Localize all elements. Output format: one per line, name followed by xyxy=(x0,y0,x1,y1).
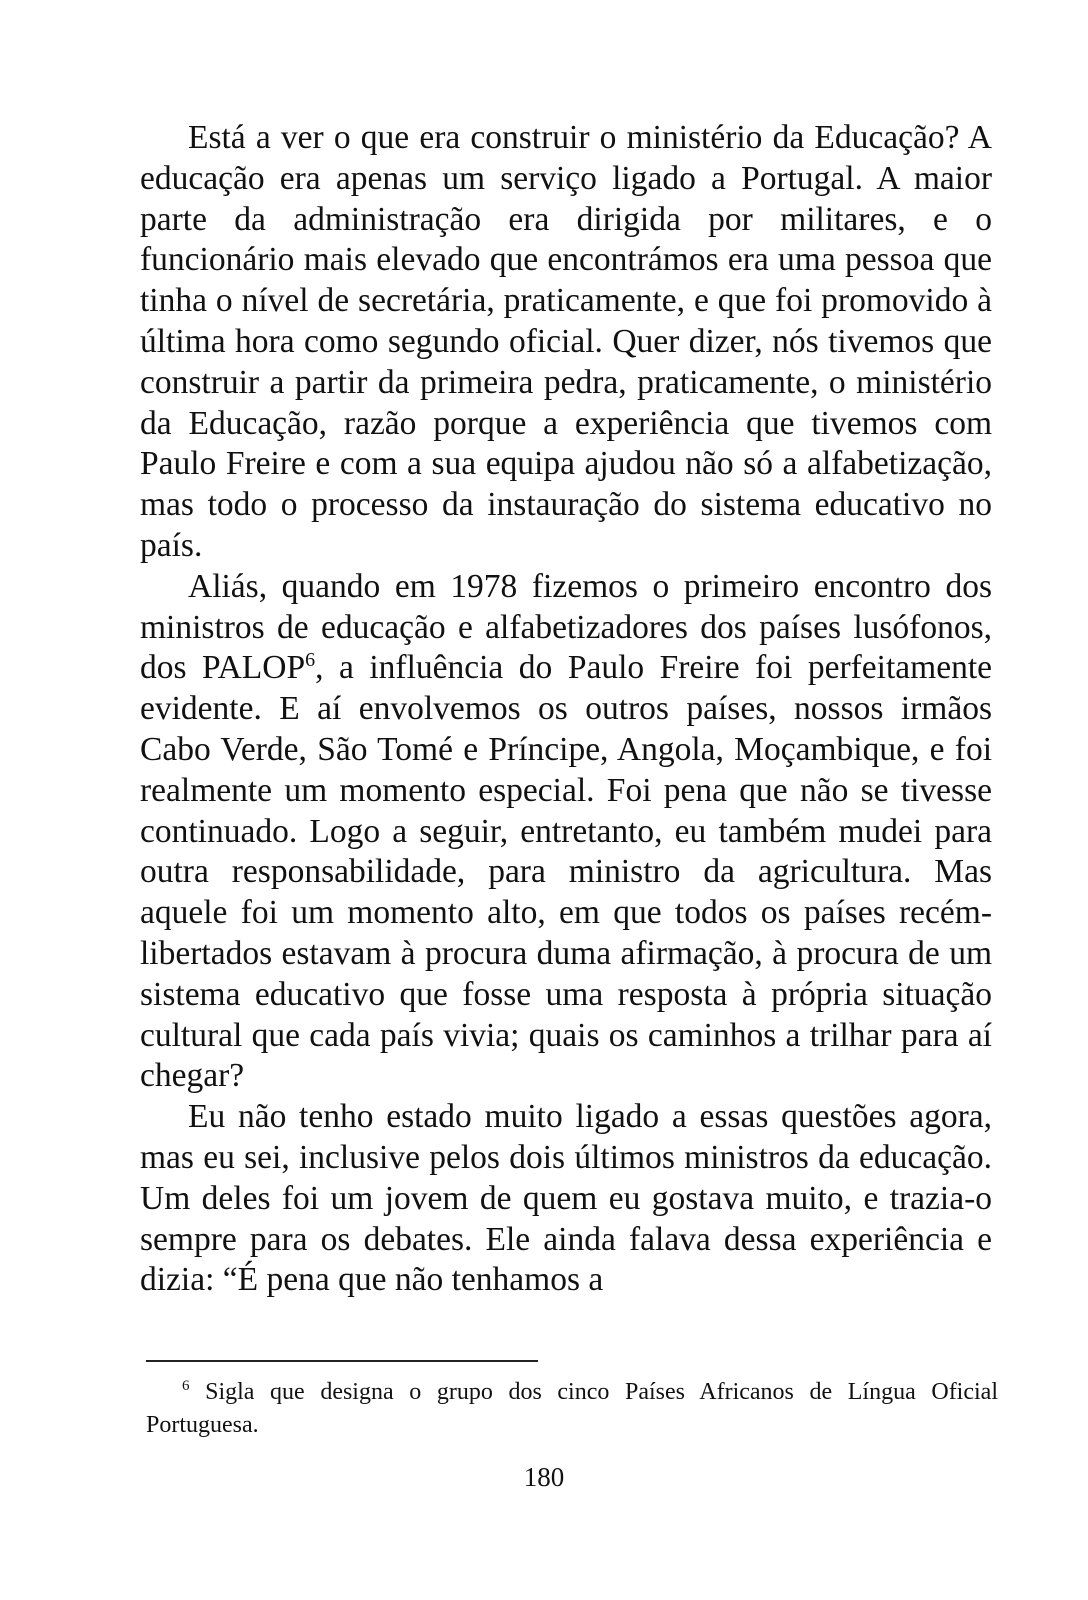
paragraph-2-text-after-note: , a influência do Paulo Freire foi perfeitamente evidente. E aí envolvemos os outros países, nossos irmãos Cabo Verde, São Tomé e Príncipe, Angola, Moçambique, e foi realmente um momento especial. Foi pena que não se tivesse continuado. Logo a seguir, entretanto, eu também mudei para outra responsabilidade, para ministro da agricultura. Mas aquele foi um momento alto, em que todos os países recém-libertados estavam à procura duma afirmação, à procura de um sistema educativo que fosse uma resposta à própria situação cultural que cada país vivia; quais os caminhos a trilhar para aí chegar? xyxy=(140,649,992,1095)
paragraph-2-text-before-note: Aliás, quando em 1978 fizemos o primeiro encontro dos ministros de educação e alfabetizadores dos países lusófonos, dos PALOP xyxy=(140,567,992,687)
paragraph-3: Eu não tenho estado muito ligado a essas questões agora, mas eu sei, inclusive pelos dois últimos ministros da educação. Um deles foi um jovem de quem eu gostava muito, e trazia-o sempre para os debates. Ele ainda falava dessa experiência e dizia: “É pena que não tenhamos a xyxy=(140,1098,992,1299)
paragraph-1: Está a ver o que era construir o ministério da Educação? A educação era apenas um serviço ligado a Portugal. A maior parte da administração era dirigida por militares, e o funcionário mais elevado que encontrámos era uma pessoa que tinha o nível de secretária, praticamente, e que foi promovido à última hora como segundo oficial. Quer dizer, nós tivemos que construir a partir da primeira pedra, praticamente, o ministério da Educação, razão porque a experiência que tivemos com Paulo Freire e com a sua equipa ajudou não só a alfabetização, mas todo o processo da instauração do sistema educativo no país. xyxy=(140,119,992,564)
paragraph-2 xyxy=(140,567,992,1097)
footnote-text: Sigla que designa o grupo dos cinco Países Africanos de Língua Oficial Portuguesa. xyxy=(146,1379,998,1438)
footnote-divider xyxy=(146,1360,538,1362)
footnote-reference: 6 xyxy=(305,649,316,672)
footnote xyxy=(146,1376,998,1442)
footnote-marker: 6 xyxy=(182,1378,190,1394)
page-body xyxy=(140,118,992,1301)
page-number: 180 xyxy=(523,1462,565,1492)
